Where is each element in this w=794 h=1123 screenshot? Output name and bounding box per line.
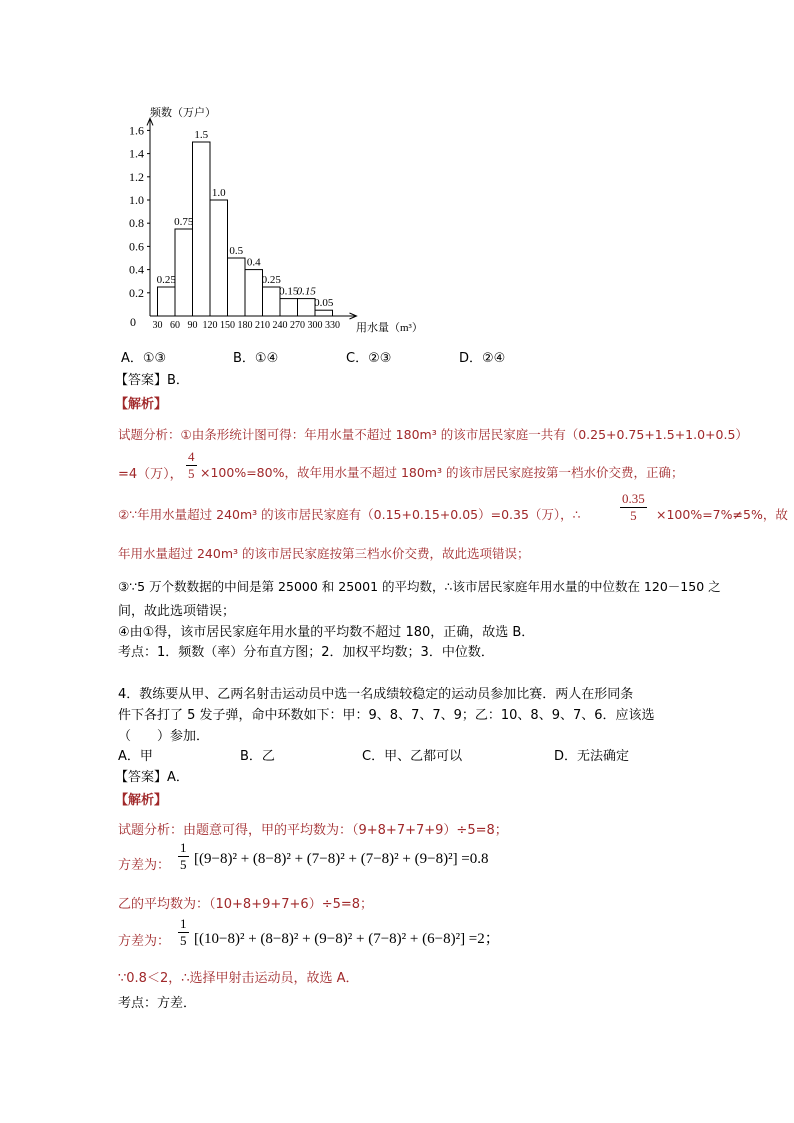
q4-option-b: B．乙 (240, 749, 275, 764)
q3-option-c: C．②③ (346, 351, 392, 366)
q3-option-b: B．①④ (233, 351, 279, 366)
q4-stem-line2: 件下各打了 5 发子弹，命中环数如下：甲：9、8、7、7、9；乙：10、8、9、7、6．应该选 (118, 708, 655, 723)
q4-stem-line3: （ ）参加． (118, 729, 210, 744)
x-tick-label: 240 (272, 320, 288, 331)
bar-value-label: 0.15 (296, 285, 316, 298)
bar-value-label: 0.5 (229, 245, 244, 257)
y-tick-label: 1.0 (129, 193, 144, 207)
bar-value-label: 0.25 (261, 274, 281, 286)
x-tick-label: 90 (187, 320, 198, 331)
q3-option-a: A．①③ (121, 351, 167, 366)
q3-analysis-line2b: ×100%=80%，故年用水量不超过 180m³ 的该市居民家庭按第一档水价交费，正确； (200, 465, 684, 480)
q3-kaodian: 考点：1．频数（率）分布直方图；2．加权平均数；3．中位数． (118, 645, 494, 660)
x-tick-label: 330 (325, 320, 340, 331)
q3-analysis-line1: 试题分析：①由条形统计图可得：年用水量不超过 180m³ 的该市居民家庭一共有（0.25+0.75+1.5+1.0+0.5） (118, 427, 748, 442)
q4-analysis-line5: ∵0.8＜2，∴选择甲射击运动员，故选 A． (118, 971, 359, 986)
q3-answer: 【答案】B． (115, 373, 189, 388)
q4-variance-label-1: 方差为： (118, 858, 171, 873)
y-tick-label: 0.4 (129, 262, 144, 277)
q3-fraction-4-5 (186, 449, 197, 482)
q4-fraction-1-5-b (178, 916, 189, 949)
q4-analysis-tag: 【解析】 (115, 793, 168, 808)
q3-analysis-tag: 【解析】 (115, 397, 168, 412)
y-tick-label: 1.2 (129, 169, 144, 184)
y-tick-label: 0.2 (129, 285, 144, 300)
y-axis-label: 频数（万户） (150, 107, 216, 119)
q4-fraction-1-5-a (178, 840, 189, 873)
q4-kaodian: 考点：方差． (118, 996, 197, 1011)
fraction-denominator: 5 (630, 508, 637, 523)
histogram-chart (110, 100, 430, 340)
histogram-bar (263, 287, 281, 316)
fraction-denominator: 5 (180, 857, 187, 872)
x-tick-label: 180 (237, 320, 253, 331)
histogram-bar (210, 200, 228, 316)
bar-value-label: 0.75 (174, 216, 194, 228)
q4-analysis-line1: 试题分析：由题意可得，甲的平均数为：（9+8+7+7+9）÷5=8； (118, 823, 508, 838)
q3-analysis-line3a: ②∵年用水量超过 240m³ 的该市居民家庭有（0.15+0.15+0.05）=0.35（万），∴ (118, 507, 581, 522)
q3-analysis-line2a: =4（万）， (118, 467, 183, 482)
q3-option-d: D．②④ (459, 351, 506, 366)
bar-value-label: 1.0 (211, 187, 226, 199)
histogram-bar (193, 142, 211, 316)
x-tick-label: 120 (202, 320, 218, 331)
x-tick-label: 30 (152, 320, 163, 331)
q3-analysis-line4: 年用水量超过 240m³ 的该市居民家庭按第三档水价交费，故此选项错误； (118, 546, 530, 561)
bar-value-label: 0.05 (314, 297, 334, 310)
fraction-numerator: 1 (180, 840, 187, 855)
x-axis-label: 用水量（m³） (356, 322, 423, 334)
histogram-bar (280, 299, 298, 316)
x-tick-label: 60 (170, 320, 180, 331)
fraction-numerator: 0.35 (622, 491, 645, 506)
q3-analysis-line7: ④由①得，该市居民家庭年用水量的平均数不超过 180，正确，故选 B． (118, 625, 535, 640)
q3-analysis-line5: ③∵5 万个数数据的中间是第 25000 和 25001 的平均数，∴该市居民家庭年用水量的中位数在 120－150 之 (118, 579, 721, 594)
x-tick-label: 210 (255, 320, 270, 331)
y-tick-label: 1.4 (129, 146, 144, 161)
fraction-numerator: 4 (188, 449, 195, 464)
x-tick-label: 150 (220, 320, 235, 331)
bar-value-label: 1.5 (194, 129, 209, 141)
q4-analysis-line3: 乙的平均数为：（10+8+9+7+6）÷5=8； (118, 897, 374, 912)
fraction-denominator: 5 (180, 933, 187, 948)
y-tick-label: 1.6 (129, 123, 144, 138)
x-tick-label: 270 (290, 320, 305, 331)
x-tick-label: 300 (307, 320, 323, 331)
q4-option-c: C．甲、乙都可以 (362, 749, 463, 764)
q4-variance-label-2: 方差为： (118, 934, 171, 949)
q4-option-a: A．甲 (118, 749, 153, 764)
fraction-denominator: 5 (188, 466, 195, 481)
histogram-bar (298, 299, 316, 316)
q4-variance-expr-1: [(9−8)² + (8−8)² + (7−8)² + (7−8)² + (9−8)²] =0.8 (194, 851, 489, 867)
q3-analysis-line6: 间，故此选项错误； (118, 604, 236, 619)
histogram-bar (245, 270, 263, 316)
bar-value-label: 0.4 (246, 256, 261, 269)
q3-analysis-line3b: ×100%=7%≠5%，故 (656, 507, 788, 522)
q4-stem-line1: 4．教练要从甲、乙两名射击运动员中选一名成绩较稳定的运动员参加比赛．两人在形同条 (118, 687, 634, 702)
histogram-bar (158, 287, 176, 316)
q4-option-d: D．无法确定 (554, 749, 630, 764)
bar-value-label: 0.15 (279, 285, 299, 298)
q3-fraction-035-5 (620, 491, 647, 524)
bar-value-label: 0.25 (156, 274, 176, 286)
histogram-bar (228, 258, 246, 316)
y-tick-label: 0 (130, 315, 136, 329)
q4-variance-expr-2: [(10−8)² + (8−8)² + (9−8)² + (7−8)² + (6−8)²] =2； (194, 931, 500, 947)
q4-answer: 【答案】A． (115, 770, 189, 785)
fraction-numerator: 1 (180, 916, 187, 931)
y-tick-label: 0.6 (129, 239, 144, 254)
histogram-bar (175, 229, 193, 316)
histogram-bar (315, 310, 333, 316)
y-tick-label: 0.8 (129, 216, 144, 231)
